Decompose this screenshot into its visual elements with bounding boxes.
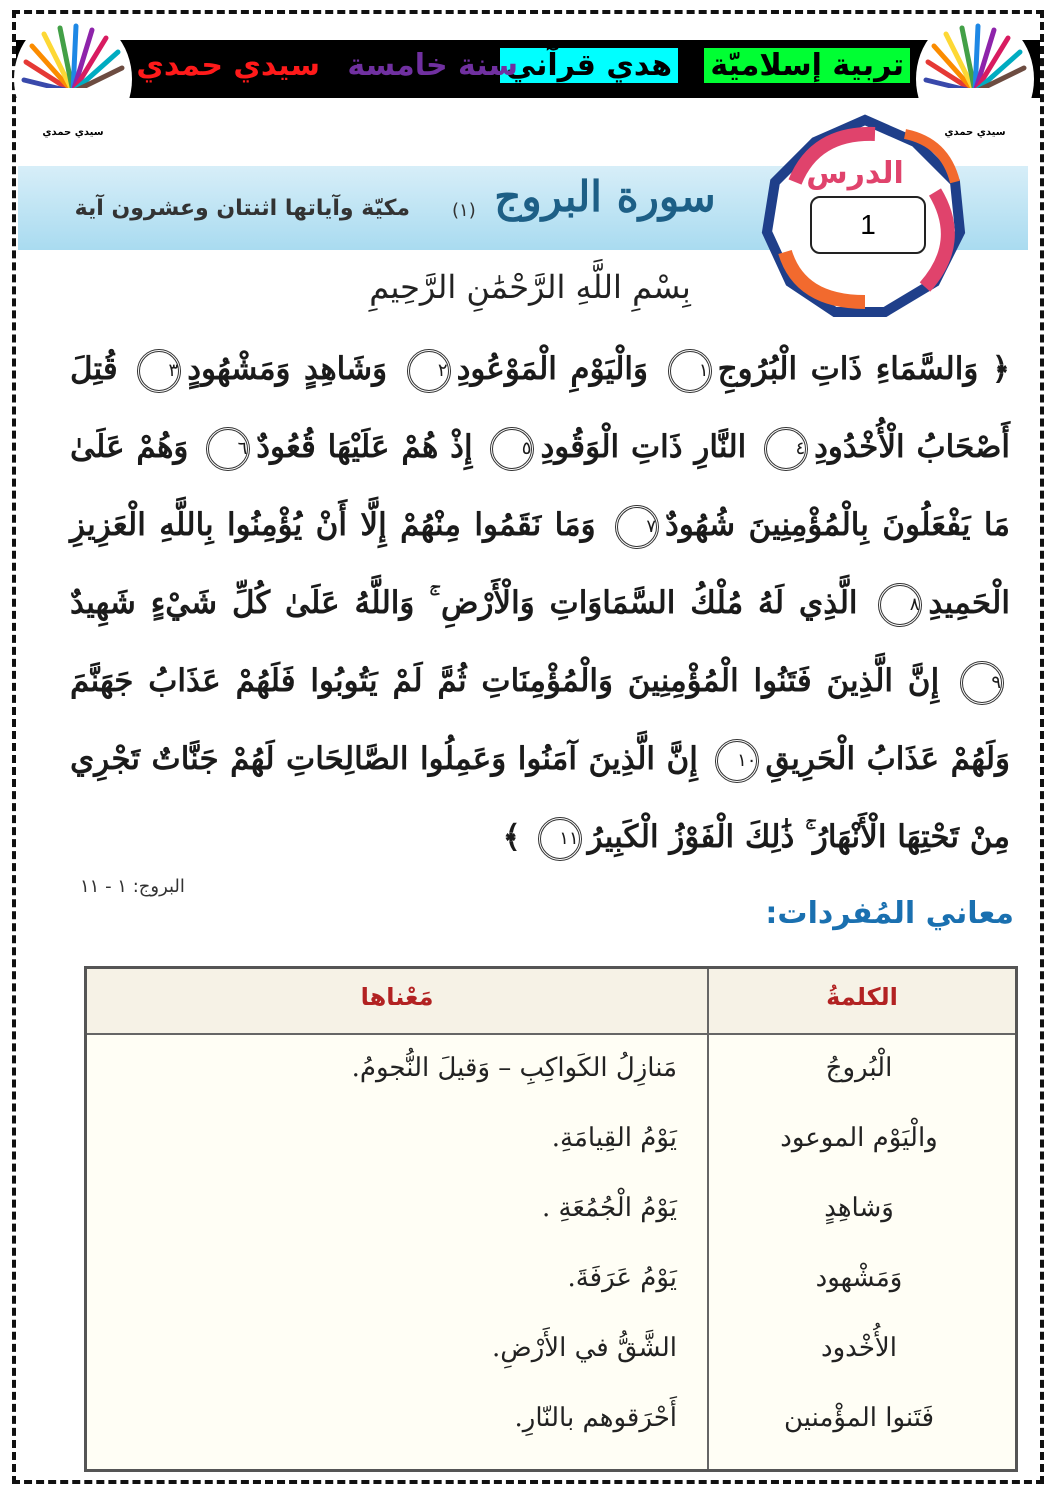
verse-text: وَهُمْ عَلَىٰ مَا يَفْعَلُونَ بِالْمُؤْمِنِينَ شُهُودٌ	[70, 429, 1010, 543]
vocab-word: فَتَنوا المؤْمنين	[783, 1403, 935, 1433]
topic-label: هدي قرآني	[500, 40, 678, 92]
surah-title: سورة البروج	[494, 172, 716, 221]
table-row	[87, 1123, 1015, 1191]
verse-reference: البروج: ١ - ١١	[80, 876, 185, 897]
verse-number: ٤	[764, 427, 808, 471]
vocab-word: الأُخْدود	[821, 1333, 897, 1363]
vocab-title: معاني المُفردات:	[765, 896, 1014, 931]
verse-number: ١	[668, 349, 712, 393]
level-label: سنة خامسة	[347, 48, 518, 83]
verse-text: وَشَاهِدٍ وَمَشْهُودٍ	[187, 351, 388, 387]
verse-number: ١٠	[715, 739, 759, 783]
vocab-header-row	[87, 969, 1015, 1035]
table-row	[87, 1053, 1015, 1121]
vocab-meaning: مَنازِلُ الكَواكِبِ – وَقيلَ النُّجومُ.	[351, 1053, 677, 1083]
verse-number: ٦	[206, 427, 250, 471]
verse-text: ﴿ وَالسَّمَاءِ ذَاتِ الْبُرُوجِ	[717, 351, 1011, 387]
verses-block	[70, 330, 1010, 876]
vocab-table	[84, 966, 1018, 1472]
vocab-word: وَشاهِدٍ	[824, 1193, 894, 1223]
vocab-meaning: يَوْمُ الْجُمُعَةِ .	[541, 1193, 677, 1223]
table-row	[87, 1263, 1015, 1331]
verse-text: الَّذِي لَهُ مُلْكُ السَّمَاوَاتِ وَالْأَرْضِ ۚ وَاللَّهُ عَلَىٰ كُلِّ شَيْءٍ شَهِيدٌ	[70, 585, 858, 621]
pencils-icon	[920, 22, 1030, 122]
verse-text: النَّارِ ذَاتِ الْوَقُودِ	[540, 429, 747, 465]
verse-text: وَمَا نَقَمُوا مِنْهُمْ إِلَّا أَنْ يُؤْمِنُوا بِاللَّهِ الْعَزِيزِ الْحَمِيدِ	[70, 507, 1010, 621]
vocab-word: وَمَشْهود	[815, 1263, 903, 1293]
lesson-label: الدرس	[806, 156, 904, 191]
col-meaning-header: مَعْناها	[360, 983, 434, 1011]
author-label: سيدي حمدي	[136, 48, 320, 83]
vocab-meaning: الشَّقُّ في الأَرْضِ.	[492, 1333, 677, 1363]
verse-text: قُتِلَ أَصْحَابُ الْأُخْدُودِ	[70, 351, 1011, 465]
vocab-word: والْيَوْم الموعود	[780, 1123, 938, 1153]
verse-number: ٥	[490, 427, 534, 471]
surah-info: مكيّة وآياتها اثنتان وعشرون آية	[74, 196, 410, 221]
table-row	[87, 1333, 1015, 1401]
vocab-meaning: أَحْرَقوهم بالنّارِ.	[514, 1403, 677, 1433]
col-word-header: الكلمةُ	[826, 983, 898, 1011]
pencils-icon	[18, 22, 128, 122]
table-row	[87, 1403, 1015, 1471]
verse-number: ٩	[960, 661, 1004, 705]
logo-caption: سيدي حمدي	[42, 127, 104, 138]
vocab-meaning: يَوْمُ عَرَفَةَ.	[567, 1263, 677, 1293]
vocab-word: الْبُروجُ	[825, 1053, 893, 1083]
verse-number: ١١	[538, 817, 582, 861]
surah-number: (١)	[452, 200, 476, 221]
verse-number: ٨	[878, 583, 922, 627]
verse-number: ٧	[615, 505, 659, 549]
logo-caption: سيدي حمدي	[944, 127, 1006, 138]
subject-label: تربية إسلاميّة	[704, 40, 910, 92]
verse-number: ٢	[407, 349, 451, 393]
verse-text: وَالْيَوْمِ الْمَوْعُودِ	[456, 351, 649, 387]
table-row	[87, 1193, 1015, 1261]
verse-end-mark: ﴾	[502, 819, 521, 855]
verse-text: إِنَّ الَّذِينَ آمَنُوا وَعَمِلُوا الصَّالِحَاتِ لَهُمْ جَنَّاتٌ تَجْرِي مِنْ تَحْتِهَا الْأَنْهَارُ ۚ ذَٰلِكَ الْفَوْزُ الْكَبِيرُ	[70, 741, 1010, 855]
lesson-number: 1	[810, 196, 926, 254]
vocab-meaning: يَوْمُ القِيامَةِ.	[551, 1123, 677, 1153]
basmala: بِسْمِ اللَّهِ الرَّحْمَٰنِ الرَّحِيمِ	[369, 268, 691, 306]
logo-left	[14, 14, 132, 144]
verse-text: إِذْ هُمْ عَلَيْهَا قُعُودٌ	[256, 429, 473, 465]
verse-text: إِنَّ الَّذِينَ فَتَنُوا الْمُؤْمِنِينَ وَالْمُؤْمِنَاتِ ثُمَّ لَمْ يَتُوبُوا فَلَهُمْ عَذَابُ جَهَنَّمَ وَلَهُمْ عَذَابُ الْحَرِيقِ	[70, 663, 1010, 777]
verse-number: ٣	[137, 349, 181, 393]
